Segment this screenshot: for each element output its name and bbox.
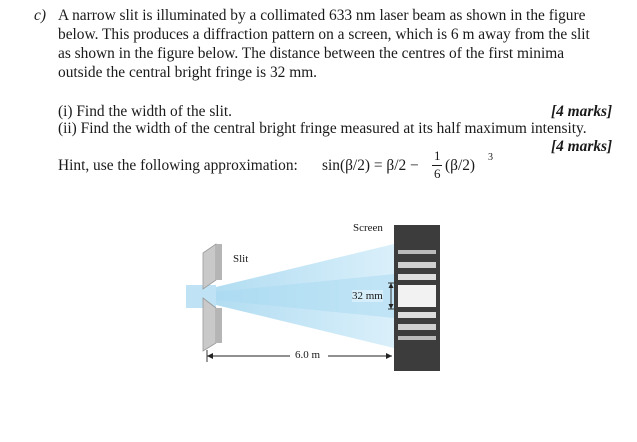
distance-arrow-right: [386, 353, 392, 359]
slit-edge-upper: [216, 244, 222, 280]
question-label: c): [34, 7, 46, 24]
fringe: [398, 336, 436, 340]
screen-label: Screen: [353, 222, 383, 234]
part-ii-text: (ii) Find the width of the central bright fringe measured at its half maximum intensity.: [58, 120, 587, 137]
fringe: [398, 324, 436, 330]
formula-rhs: (β/2): [445, 157, 476, 174]
formula-fraction-denominator: 6: [434, 166, 441, 181]
central-fringe: [398, 285, 436, 307]
fringe: [398, 312, 436, 318]
part-i-marks: [4 marks]: [551, 103, 613, 120]
fringe: [398, 274, 436, 280]
distance-arrow-left: [207, 353, 213, 359]
fringe: [398, 250, 436, 254]
formula-fraction-numerator: 1: [434, 148, 441, 163]
separation-label: 32 mm: [352, 290, 383, 302]
formula-exponent: 3: [488, 152, 493, 163]
slit-label: Slit: [233, 253, 249, 265]
slit-plate-upper: [203, 244, 216, 289]
question-line: as shown in the figure below. The distance between the centres of the first minima: [58, 45, 565, 62]
fringe: [398, 262, 436, 268]
question-line: outside the central bright fringe is 32 mm.: [58, 64, 318, 81]
question-line: below. This produces a diffraction pattern on a screen, which is 6 m away from the slit: [58, 26, 590, 43]
hint-text: Hint, use the following approximation:: [58, 157, 298, 174]
formula-lhs: sin(β/2) = β/2 −: [322, 157, 419, 174]
distance-label: 6.0 m: [295, 349, 321, 361]
slit-edge-lower: [216, 308, 222, 343]
part-i-text: (i) Find the width of the slit.: [58, 103, 232, 120]
part-ii-marks: [4 marks]: [551, 138, 613, 155]
question-line: A narrow slit is illuminated by a collimated 633 nm laser beam as shown in the figure: [58, 7, 586, 24]
